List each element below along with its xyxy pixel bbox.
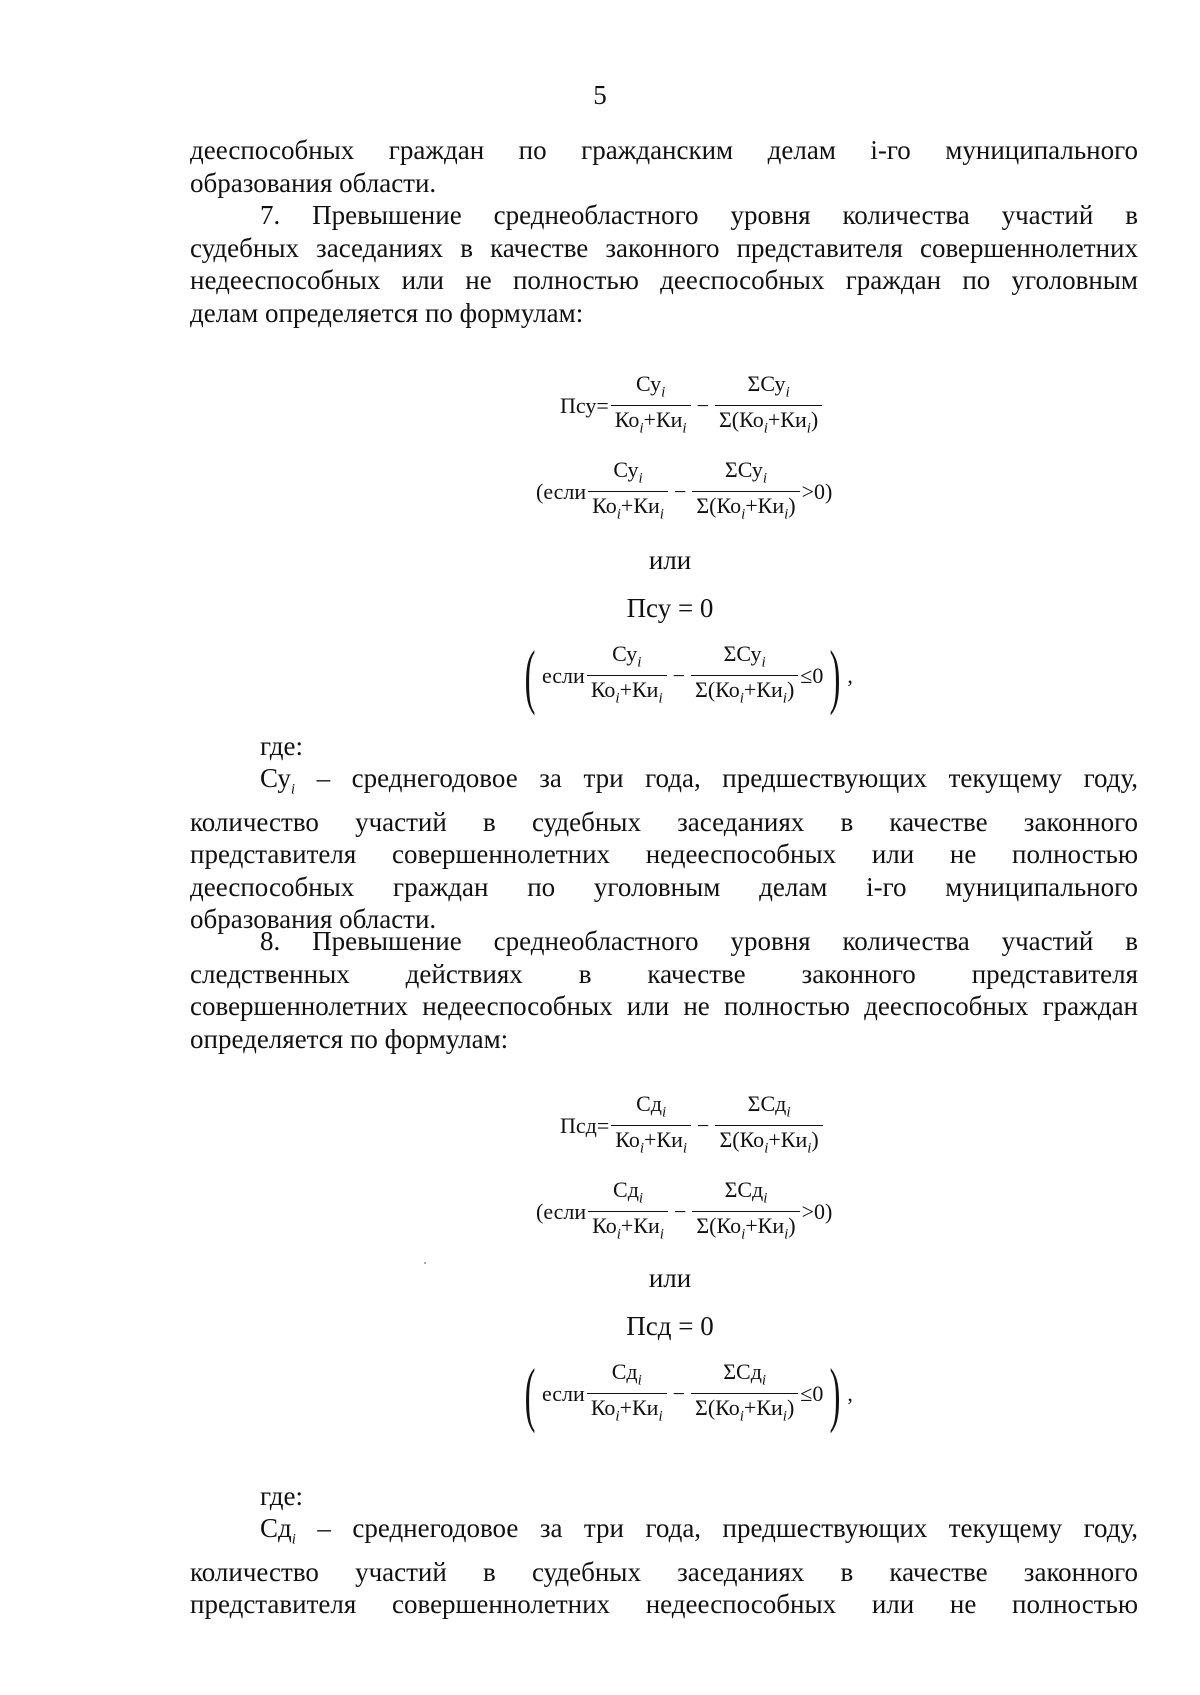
subscript: i [763, 1190, 768, 1207]
where-label: где: [260, 731, 303, 761]
denominator-part: +Ки [743, 677, 783, 703]
numerator: Су [636, 371, 662, 396]
text-line: количество участий в судебных заседаниях в качестве законного [190, 806, 1138, 837]
fraction [587, 642, 667, 711]
denominator: Ко [592, 1213, 617, 1239]
denominator-part: ) [786, 677, 795, 703]
denominator-part: ) [788, 493, 796, 519]
symbol-sd: Сд [260, 1513, 292, 1543]
denominator: Ко [615, 1127, 640, 1153]
subscript: i [615, 690, 620, 707]
condition-open: (если [536, 1199, 587, 1225]
denominator-part: ) [788, 1213, 796, 1239]
fraction [611, 372, 691, 441]
subscript: i [639, 420, 644, 437]
formula-lhs: Псд= [560, 1113, 610, 1139]
symbol-su: Су [260, 763, 291, 793]
text-line: образования области. [190, 904, 437, 935]
numerator: ΣСд [723, 1359, 762, 1384]
formula-condition-gt [536, 458, 832, 527]
subscript: i [638, 1190, 644, 1207]
subscript: i [761, 1372, 767, 1389]
subscript: i [291, 1531, 296, 1548]
text-line: судебных заседаниях в качестве законного представителя совершеннолетних [190, 232, 1138, 263]
subscript: i [807, 1140, 812, 1157]
text-line: определяется по формулам: [190, 1023, 509, 1054]
subscript: i [762, 470, 768, 487]
text-line: недееспособных или не полностью дееспособных граждан по уголовным [190, 265, 1138, 295]
subscript: i [637, 1372, 642, 1389]
minus-sign: − [696, 393, 709, 419]
paragraph-8 [190, 925, 1138, 1055]
fraction [588, 458, 668, 527]
subscript: i [682, 1140, 688, 1157]
text-line [190, 1512, 1138, 1556]
psu-zero: Псу = 0 [626, 593, 714, 623]
subscript: i [782, 690, 787, 707]
denominator: Ко [590, 1395, 616, 1421]
condition-close: >0) [801, 1199, 833, 1225]
text-line: следственных действиях в качестве законного представителя [190, 958, 1138, 989]
fraction [715, 1092, 822, 1161]
formula-condition-gt [536, 1178, 832, 1247]
subscript: i [661, 384, 666, 401]
fraction [588, 1178, 668, 1247]
denominator: Σ(Ко [696, 493, 742, 519]
comma: , [847, 1381, 853, 1407]
fraction [611, 1092, 691, 1161]
denominator-part: +Ки [745, 1213, 785, 1239]
denominator: Σ(Ко [718, 407, 764, 433]
subscript: i [639, 1140, 645, 1157]
numerator: Су [613, 457, 639, 482]
subscript: i [658, 690, 663, 707]
right-paren: ) [829, 1354, 841, 1435]
denominator: Σ(Ко [696, 1213, 742, 1239]
subscript: i [739, 1408, 744, 1425]
numerator: ΣСу [747, 371, 786, 396]
numerator: ΣСу [723, 641, 762, 666]
subscript: i [786, 1104, 791, 1121]
text-line: дееспособных граждан по гражданским делам i-го муниципального [190, 135, 1138, 165]
formula-psu [560, 372, 824, 441]
condition-open: (если [536, 479, 587, 505]
subscript: i [659, 1226, 664, 1243]
psd-zero: Псд = 0 [626, 1311, 714, 1341]
denominator: Σ(Ко [695, 1395, 740, 1421]
text-line: образования области. [190, 167, 437, 198]
denominator-part: +Ки [620, 493, 660, 519]
text-line: количество участий в судебных заседаниях в качестве законного [190, 1556, 1138, 1587]
text-line: делам определяется по формулам: [190, 297, 584, 328]
subscript: i [637, 654, 642, 671]
denominator-part: +Ки [767, 407, 807, 433]
denominator-part: +Ки [643, 407, 683, 433]
fraction [692, 1178, 799, 1247]
formula-condition-le [518, 636, 853, 717]
le-zero: ≤0 [800, 1381, 824, 1407]
text-line: представителя совершеннолетних недееспособных или не полностью [190, 839, 1138, 870]
minus-sign: − [672, 663, 686, 689]
text-line [190, 762, 1138, 806]
definition-su [190, 762, 1138, 936]
denominator-part: +Ки [768, 1127, 808, 1153]
left-paren: ( [524, 636, 536, 717]
subscript: i [739, 690, 744, 707]
subscript: i [741, 1226, 746, 1243]
subscript: i [616, 506, 621, 523]
subscript: i [741, 506, 746, 523]
text-line: дееспособных граждан по уголовным делам i-го муниципального [190, 871, 1138, 902]
denominator: Σ(Ко [695, 677, 740, 703]
subscript: i [682, 420, 687, 437]
fraction [691, 1360, 798, 1429]
text-line: 7. Превышение среднеобластного уровня количества участий в [260, 200, 1138, 230]
minus-sign: − [673, 479, 687, 505]
formula-lhs: Псу= [560, 393, 609, 419]
le-zero: ≤0 [800, 663, 824, 689]
or-text: или [648, 1263, 692, 1293]
formula-psd [560, 1092, 825, 1161]
numerator: Сд [636, 1091, 662, 1116]
subscript: i [784, 1226, 789, 1243]
subscript: i [658, 1408, 663, 1425]
subscript: i [638, 470, 643, 487]
minus-sign: − [697, 1113, 710, 1139]
denominator-part: +Ки [644, 1127, 683, 1153]
paragraph-continuation [190, 134, 1138, 199]
left-paren: ( [524, 1354, 536, 1435]
text-line: совершеннолетних недееспособных или не полностью дееспособных граждан [190, 991, 1138, 1021]
denominator: Σ(Ко [719, 1127, 765, 1153]
numerator: Су [612, 641, 638, 666]
numerator: ΣСд [747, 1091, 787, 1116]
subscript: i [785, 384, 790, 401]
subscript: i [615, 1408, 620, 1425]
fraction [691, 642, 798, 711]
minus-sign: − [672, 1381, 686, 1407]
definition-text: – среднегодовое за три года, предшествующих текущему году, [295, 1513, 1138, 1543]
denominator-part: ) [786, 1395, 795, 1421]
fraction [715, 372, 822, 441]
subscript: i [290, 781, 296, 798]
denominator-part: +Ки [743, 1395, 783, 1421]
numerator: ΣСу [724, 457, 763, 482]
numerator: ΣСд [724, 1177, 764, 1202]
page-number: 5 [593, 80, 607, 110]
formula-condition-le [518, 1354, 853, 1435]
denominator-part: +Ки [619, 677, 659, 703]
definition-sd [190, 1512, 1138, 1621]
denominator-part: +Ки [620, 1213, 660, 1239]
text-line: представителя совершеннолетних недееспособных или не полностью [190, 1589, 1138, 1620]
subscript: i [764, 1140, 769, 1157]
fraction [692, 458, 799, 527]
denominator-part: +Ки [745, 493, 785, 519]
numerator: Сд [613, 1177, 639, 1202]
definition-text: – среднегодовое за три года, предшествующих текущему году, [295, 763, 1138, 793]
subscript: i [784, 506, 789, 523]
subscript: i [761, 654, 766, 671]
paragraph-7 [190, 199, 1138, 329]
denominator-part: +Ки [619, 1395, 659, 1421]
denominator-part: ) [811, 1127, 819, 1153]
text-line: 8. Превышение среднеобластного уровня количества участий в [260, 926, 1138, 956]
subscript: i [806, 420, 811, 437]
subscript: i [662, 1104, 667, 1121]
where-label: где: [260, 1481, 303, 1511]
denominator-part: ) [810, 407, 819, 433]
numerator: Сд [611, 1359, 638, 1384]
subscript: i [659, 506, 664, 523]
denominator: Ко [592, 493, 617, 519]
or-text: или [648, 545, 692, 575]
comma: , [847, 663, 853, 689]
denominator: Ко [614, 407, 640, 433]
subscript: i [616, 1226, 621, 1243]
subscript: i [763, 420, 768, 437]
condition-word: если [541, 1381, 585, 1407]
fraction [587, 1360, 667, 1429]
subscript: i [782, 1408, 787, 1425]
condition-close: >0) [801, 479, 833, 505]
condition-word: если [541, 663, 585, 689]
right-paren: ) [829, 636, 841, 717]
minus-sign: − [673, 1199, 687, 1225]
denominator: Ко [590, 677, 616, 703]
